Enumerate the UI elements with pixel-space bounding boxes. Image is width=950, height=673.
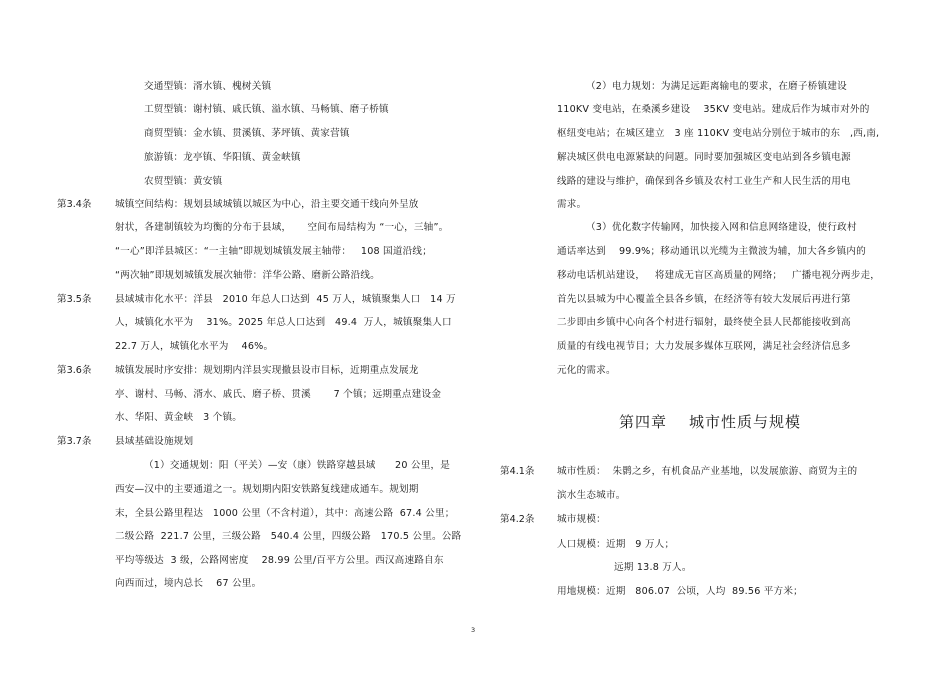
paragraph-line: （2）电力规划：为满足远距离输电的要求，在磨子桥镇建设 (586, 81, 847, 92)
paragraph-line: 解决城区供电电源紧缺的问题。同时要加强城区变电站到各乡镇电源 (557, 152, 851, 163)
article-number: 第4.2条 (500, 514, 535, 525)
article-text-line: “两次轴”即规划城镇发展次轴带：洋华公路、磨新公路沿线。 (115, 270, 380, 281)
article-number: 第3.4条 (57, 199, 92, 210)
article-text-line: 城镇发展时序安排：规划期内洋县实现撤县设市目标，近期重点发展龙 (115, 365, 419, 376)
paragraph-line: 需求。 (557, 199, 587, 210)
paragraph-line: 通话率达到 99.9%；移动通讯以光缆为主微波为辅，加大各乡镇内的 (557, 246, 866, 257)
article-text-line: 二级公路 221.7 公里，三级公路 540.4 公里，四级公路 170.5 公里。公路 (115, 531, 462, 542)
article-text-line: 城镇空间结构：规划县域城镇以城区为中心，沿主要交通干线向外呈放 (115, 199, 419, 210)
article-text-line: 平均等级达 3 级，公路网密度 28.99 公里/百平方公里。西汉高速路自东 (115, 555, 444, 566)
land-scale: 用地规模：近期 806.07 公顷，人均 89.56 平方米； (557, 586, 803, 597)
population-scale: 人口规模：近期 9 万人； (557, 539, 675, 550)
paragraph-line: 线路的建设与维护，确保到各乡镇及农村工业生产和人民生活的用电 (557, 176, 851, 187)
article-text-line: 末，全县公路里程达 1000 公里（不含村道），其中：高速公路 67.4 公里； (115, 508, 455, 519)
article-text-line: 亭、谢村、马畅、湑水、戚氏、磨子桥、贯溪 7 个镇；远期重点建设金 (115, 389, 442, 400)
town-type-line: 工贸型镇：谢村镇、戚氏镇、溢水镇、马畅镇、磨子桥镇 (144, 104, 389, 115)
article-title: 城市规模： (557, 514, 606, 525)
paragraph-line: 110KV 变电站，在桑溪乡建设 35KV 变电站。建成后作为城市对外的 (557, 104, 870, 115)
paragraph-line: （3）优化数字传输网，加快接入网和信息网络建设，使行政村 (586, 222, 857, 233)
town-type-line: 交通型镇：湑水镇、槐树关镇 (144, 81, 272, 92)
article-text-line: 射状，各建制镇较为均衡的分布于县域， 空间布局结构为 “一心，三轴”。 (115, 222, 449, 233)
article-text-line: 滨水生态城市。 (557, 490, 626, 501)
article-text-line: 西安—汉中的主要通道之一。规划期内阳安铁路复线建成通车。规划期 (115, 484, 419, 495)
paragraph-line: 二步即由乡镇中心向各个村进行辐射，最终使全县人民都能接收到高 (557, 317, 851, 328)
article-text-line: （1）交通规划：阳（平关）—安（康）铁路穿越县域 20 公里，是 (144, 460, 451, 471)
paragraph-line: 枢纽变电站；在城区建立 3 座 110KV 变电站分别位于城市的东 ,西,南, (557, 128, 880, 139)
article-number: 第3.5条 (57, 294, 92, 305)
article-number: 第4.1条 (500, 466, 535, 477)
article-text-line: 22.7 万人，城镇化水平为 46%。 (115, 341, 274, 352)
page-number: 3 (471, 626, 476, 634)
article-text-line: 城市性质： 朱鹮之乡，有机食品产业基地，以发展旅游、商贸为主的 (557, 466, 858, 477)
paragraph-line: 移动电话机站建设， 将建成无盲区高质量的网络； 广播电视分两步走， (557, 270, 881, 281)
article-title: 县域基础设施规划 (115, 436, 194, 447)
town-type-line: 旅游镇：龙亭镇、华阳镇、黄金峡镇 (144, 152, 301, 163)
article-text-line: 水、华阳、黄金峡 3 个镇。 (115, 412, 243, 423)
paragraph-line: 质量的有线电视节目；大力发展多媒体互联网，满足社会经济信息多 (557, 341, 851, 352)
chapter-title: 城市性质与规模 (689, 413, 802, 431)
article-number: 第3.6条 (57, 365, 92, 376)
paragraph-line: 元化的需求。 (557, 365, 616, 376)
article-text-line: “一心”即洋县城区：“一主轴”即规划城镇发展主轴带： 108 国道沿线； (115, 246, 433, 257)
paragraph-line: 首先以县城为中心覆盖全县各乡镇，在经济等有较大发展后再进行第 (557, 294, 851, 305)
population-scale-far: 远期 13.8 万人。 (614, 562, 692, 573)
town-type-line: 农贸型镇：黄安镇 (144, 176, 223, 187)
town-type-line: 商贸型镇：金水镇、贯溪镇、茅坪镇、黄家营镇 (144, 128, 350, 139)
article-text-line: 人，城镇化水平为 31%。2025 年总人口达到 49.4 万人，城镇聚集人口 (115, 317, 452, 328)
article-text-line: 向西而过，境内总长 67 公里。 (115, 578, 262, 589)
article-text-line: 县域城市化水平：洋县 2010 年总人口达到 45 万人，城镇聚集人口 14 万 (115, 294, 456, 305)
article-number: 第3.7条 (57, 436, 92, 447)
chapter-number: 第四章 (619, 413, 668, 431)
